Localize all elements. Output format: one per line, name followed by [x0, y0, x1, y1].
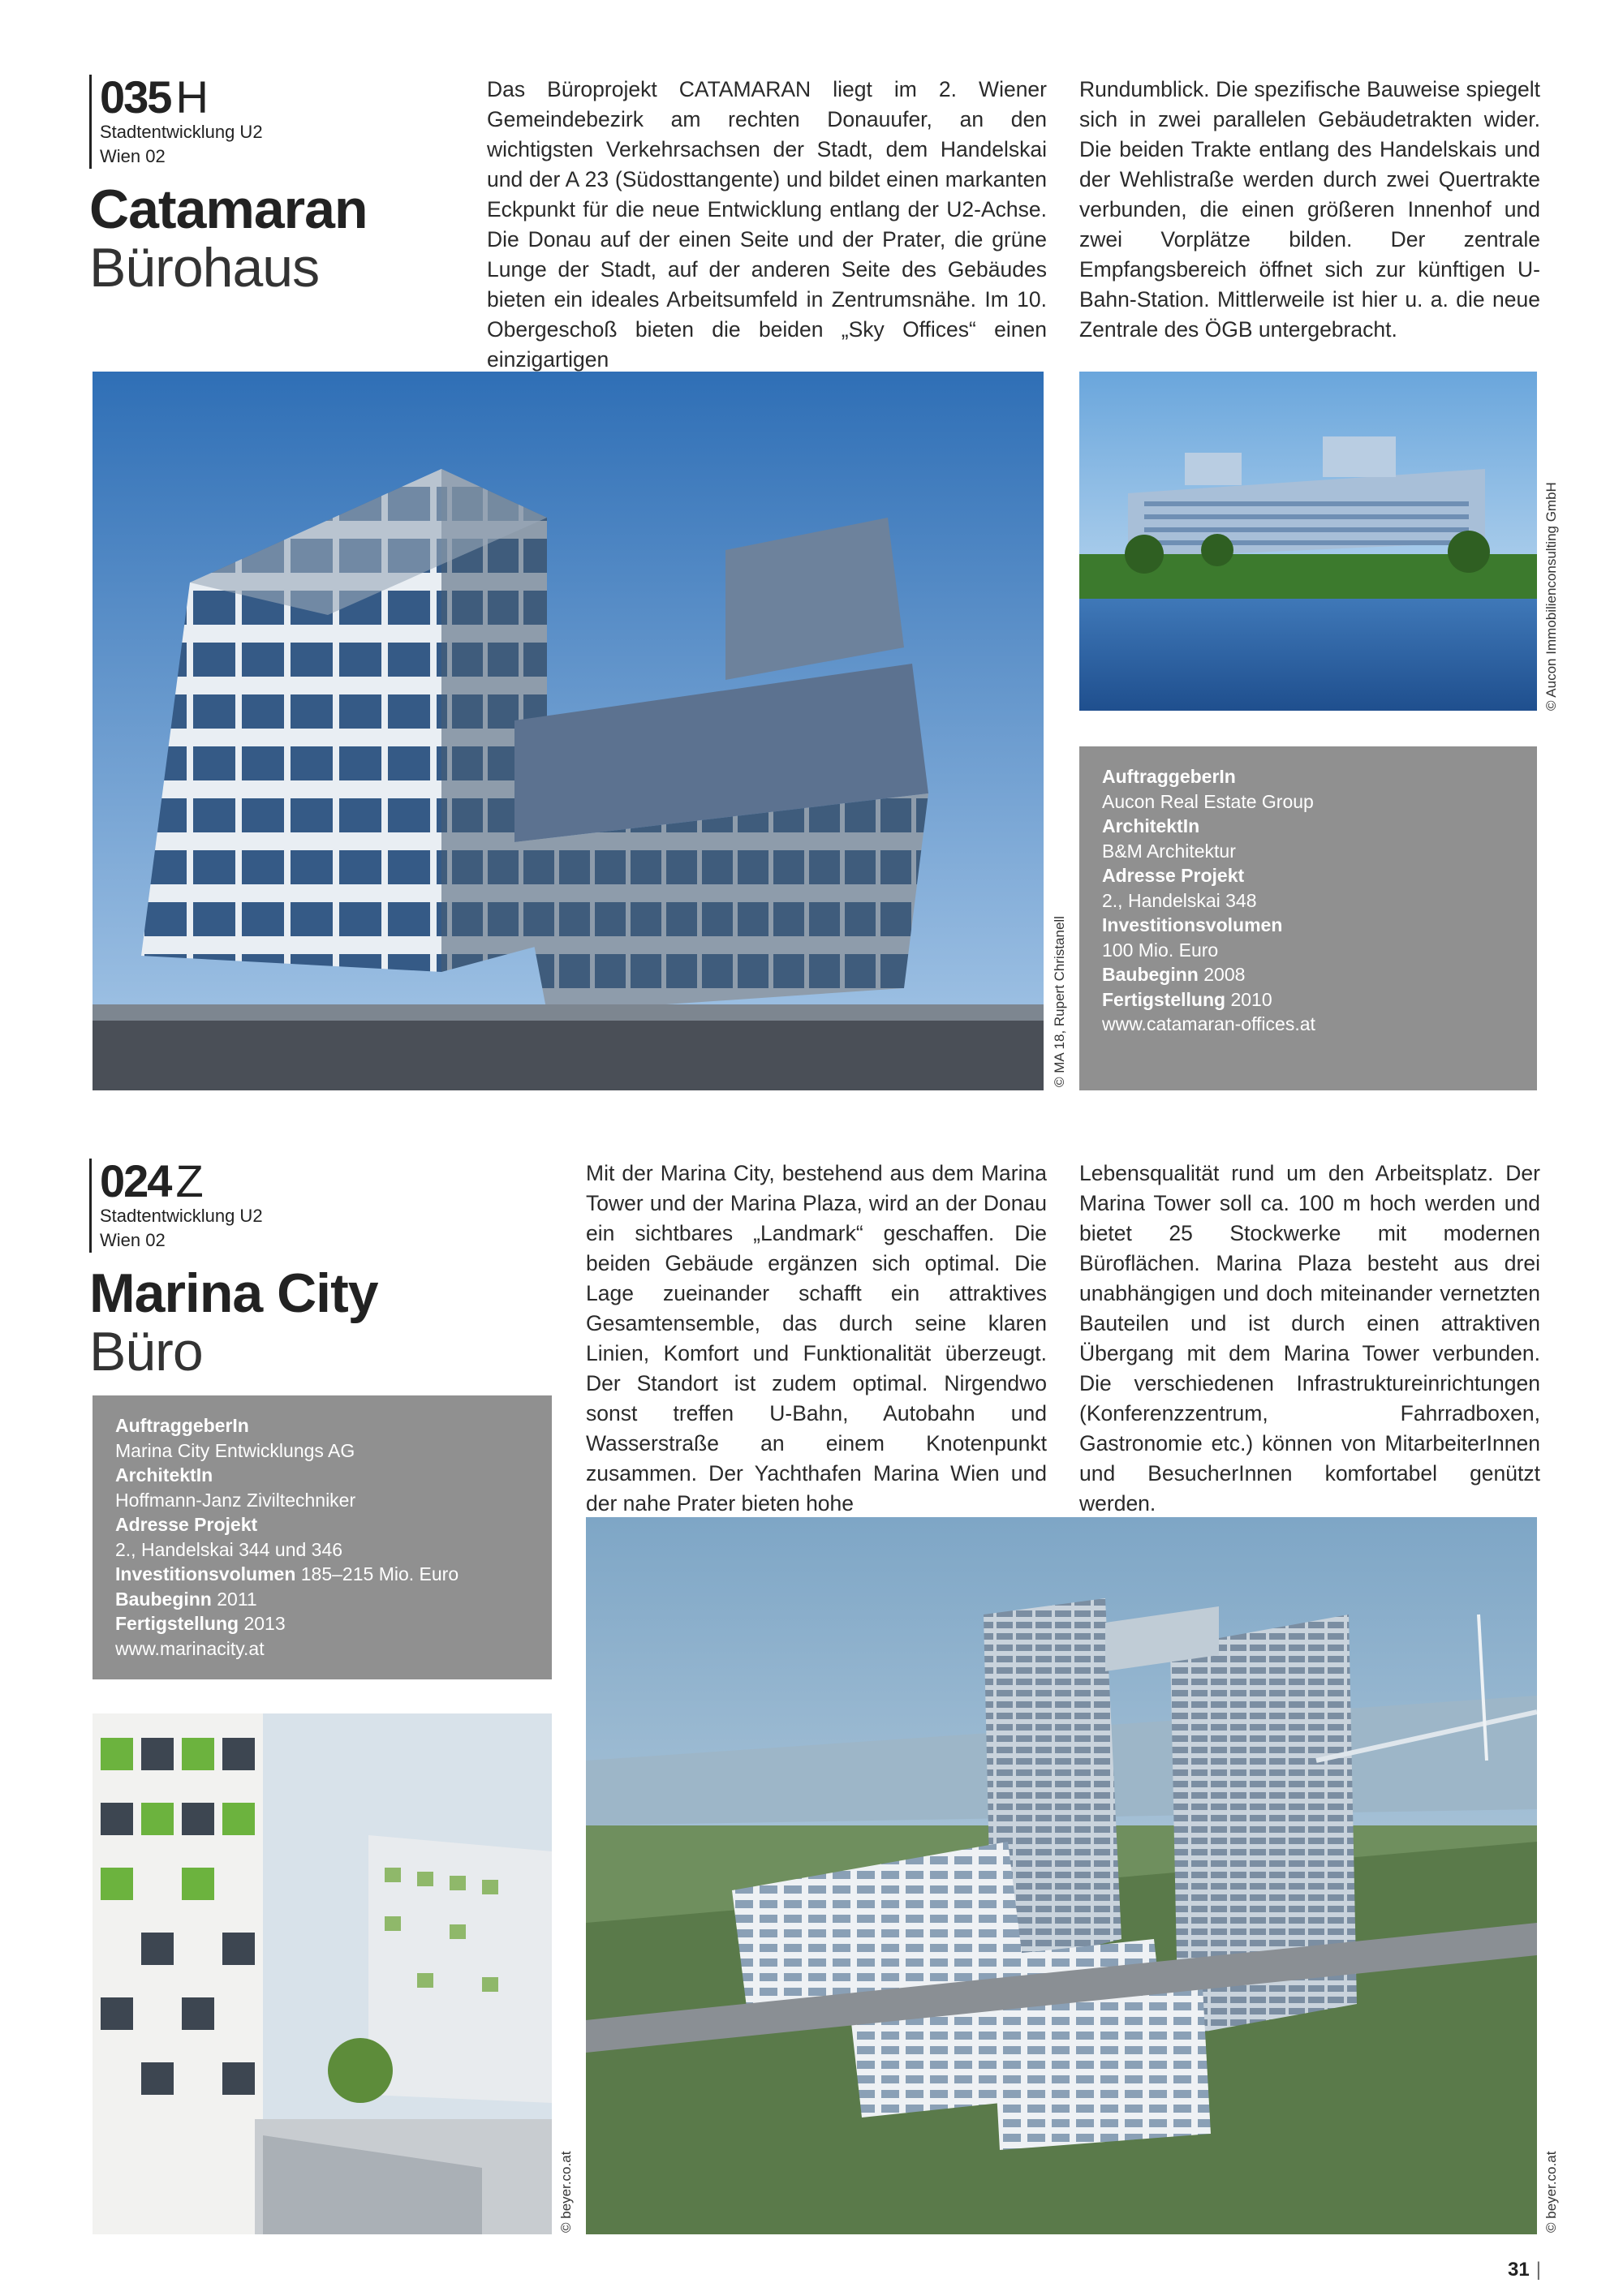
client-value: Marina City Entwicklungs AG [115, 1439, 355, 1461]
project-url[interactable]: www.catamaran-offices.at [1102, 1013, 1315, 1034]
investment-label: Investitionsvolumen [115, 1563, 296, 1584]
start-value: 2011 [217, 1588, 257, 1610]
page-number: 31 | [1508, 2259, 1541, 2281]
catamaran-building-photo [93, 372, 1044, 1090]
aucon-photo-credit: © Aucon Immobilienconsulting GmbH [1543, 482, 1559, 711]
address-label: Adresse Projekt [115, 1514, 258, 1535]
catamaran-text-column-1: Das Büroprojekt CATAMARAN liegt im 2. Wiener Gemeindebezirk am rechten Donauufer, an den wichtigsten Verkehrsachsen der Stadt, dem Handelskai und der A 23 (Südosttangente) und bildet einen markanten Eckpunkt für die neue Entwicklung entlang der U2-Achse. Die Donau auf der einen Seite und der Prater, die grüne Lunge der Stadt, auf der anderen Seite des Gebäudes bieten ein ideales Arbeitsumfeld in Zentrumsnähe. Im 10. Obergeschoß bieten die beiden „Sky Offices“ einen einzigartigen [487, 77, 1047, 372]
project-code-block [89, 1155, 544, 1253]
start-label: Baubeginn [115, 1588, 212, 1610]
finish-label: Fertigstellung [115, 1613, 239, 1634]
marina-city-info-box [93, 1395, 552, 1679]
architect-value: Hoffmann-Janz Ziviltechniker [115, 1489, 356, 1511]
finish-label: Fertigstellung [1102, 988, 1226, 1010]
project-header-marina-city [89, 1155, 544, 1382]
project-code-letter: H [175, 71, 209, 123]
project-location: Wien 02 [100, 146, 166, 166]
client-label: AuftraggeberIn [115, 1415, 249, 1436]
address-value: 2., Handelskai 344 und 346 [115, 1538, 343, 1560]
project-location: Wien 02 [100, 1230, 166, 1250]
catamaran-info-box [1079, 746, 1537, 1090]
project-title: Marina City [89, 1262, 378, 1324]
project-code-letter: Z [175, 1155, 204, 1206]
client-value: Aucon Real Estate Group [1102, 790, 1314, 812]
marina-text-column-2: Lebensqualität rund um den Arbeitsplatz. Der Marina Tower soll ca. 100 m hoch werden und bietet 25 Stockwerke mit modernen Büroflächen. Marina Plaza besteht aus drei unabhängigen und doch miteinander vernetzten Bauteilen und ist durch einen attraktiven Übergang mit dem Marina Tower verbunden. Die verschiedenen Infrastruktureinrichtungen (Konferenzzentrum, Fahrradboxen, Gastronomie etc.) können von MitarbeiterInnen und BesucherInnen komfortabel genützt werden. [1079, 1161, 1540, 1516]
project-district: Stadtentwicklung U2 [100, 122, 263, 142]
catamaran-text-column-2: Rundumblick. Die spezifische Bauweise spiegelt sich in zwei parallelen Gebäudetrakten wider. Die beiden Trakte entlang des Handelskais und der Wehlistraße werden durch zwei Quertrakte verbunden, die einen größeren Innenhof und zwei Vorplätze bilden. Der zentrale Empfangsbereich öffnet sich zur künftigen U-Bahn-Station. Mittlerweile ist hier u. a. die neue Zentrale des ÖGB untergebracht. [1079, 77, 1540, 342]
project-title: Catamaran [89, 178, 368, 240]
investment-label: Investitionsvolumen [1102, 914, 1283, 935]
project-subtitle: Büro [89, 1321, 203, 1382]
finish-value: 2010 [1230, 988, 1272, 1010]
architect-label: ArchitektIn [1102, 815, 1200, 836]
start-value: 2008 [1203, 964, 1246, 985]
project-code-number: 024 [100, 1155, 171, 1206]
marina-city-render-photo [586, 1517, 1537, 2234]
project-header-catamaran [89, 71, 430, 299]
marina-text-column-1: Mit der Marina City, bestehend aus dem Marina Tower und der Marina Plaza, wird an der Donau ein sichtbares „Landmark“ geschaffen. Die beiden Gebäude ergänzen sich optimal. Die Lage zueinander schafft ein attraktives Gesamtensemble, das durch seine klaren Linien, Komfort und Funktionalität überzeugt. Der Standort ist zudem optimal. Nirgendwo sonst treffen U-Bahn, Autobahn und Wasserstraße an einem Knotenpunkt zusammen. Der Yachthafen Marina Wien und der nahe Prater bieten hohe [586, 1161, 1047, 1516]
catamaran-render-photo [1079, 372, 1537, 711]
finish-value: 2013 [243, 1613, 286, 1634]
project-code-number: 035 [100, 71, 171, 123]
architect-label: ArchitektIn [115, 1464, 213, 1486]
investment-value: 185–215 Mio. Euro [300, 1563, 459, 1584]
client-label: AuftraggeberIn [1102, 766, 1236, 787]
start-label: Baubeginn [1102, 964, 1199, 985]
address-value: 2., Handelskai 348 [1102, 889, 1257, 911]
marina-plaza-render-photo [93, 1713, 552, 2234]
marina-main-photo-credit: © beyer.co.at [1543, 2151, 1559, 2233]
project-district: Stadtentwicklung U2 [100, 1206, 263, 1226]
project-code-block [89, 71, 430, 169]
project-url[interactable]: www.marinacity.at [115, 1637, 265, 1659]
architect-value: B&M Architektur [1102, 840, 1236, 862]
address-label: Adresse Projekt [1102, 865, 1245, 886]
project-subtitle: Bürohaus [89, 237, 320, 299]
investment-value: 100 Mio. Euro [1102, 939, 1219, 961]
catamaran-photo-credit: © MA 18, Rupert Christanell [1052, 916, 1067, 1087]
marina-small-photo-credit: © beyer.co.at [558, 2151, 574, 2233]
